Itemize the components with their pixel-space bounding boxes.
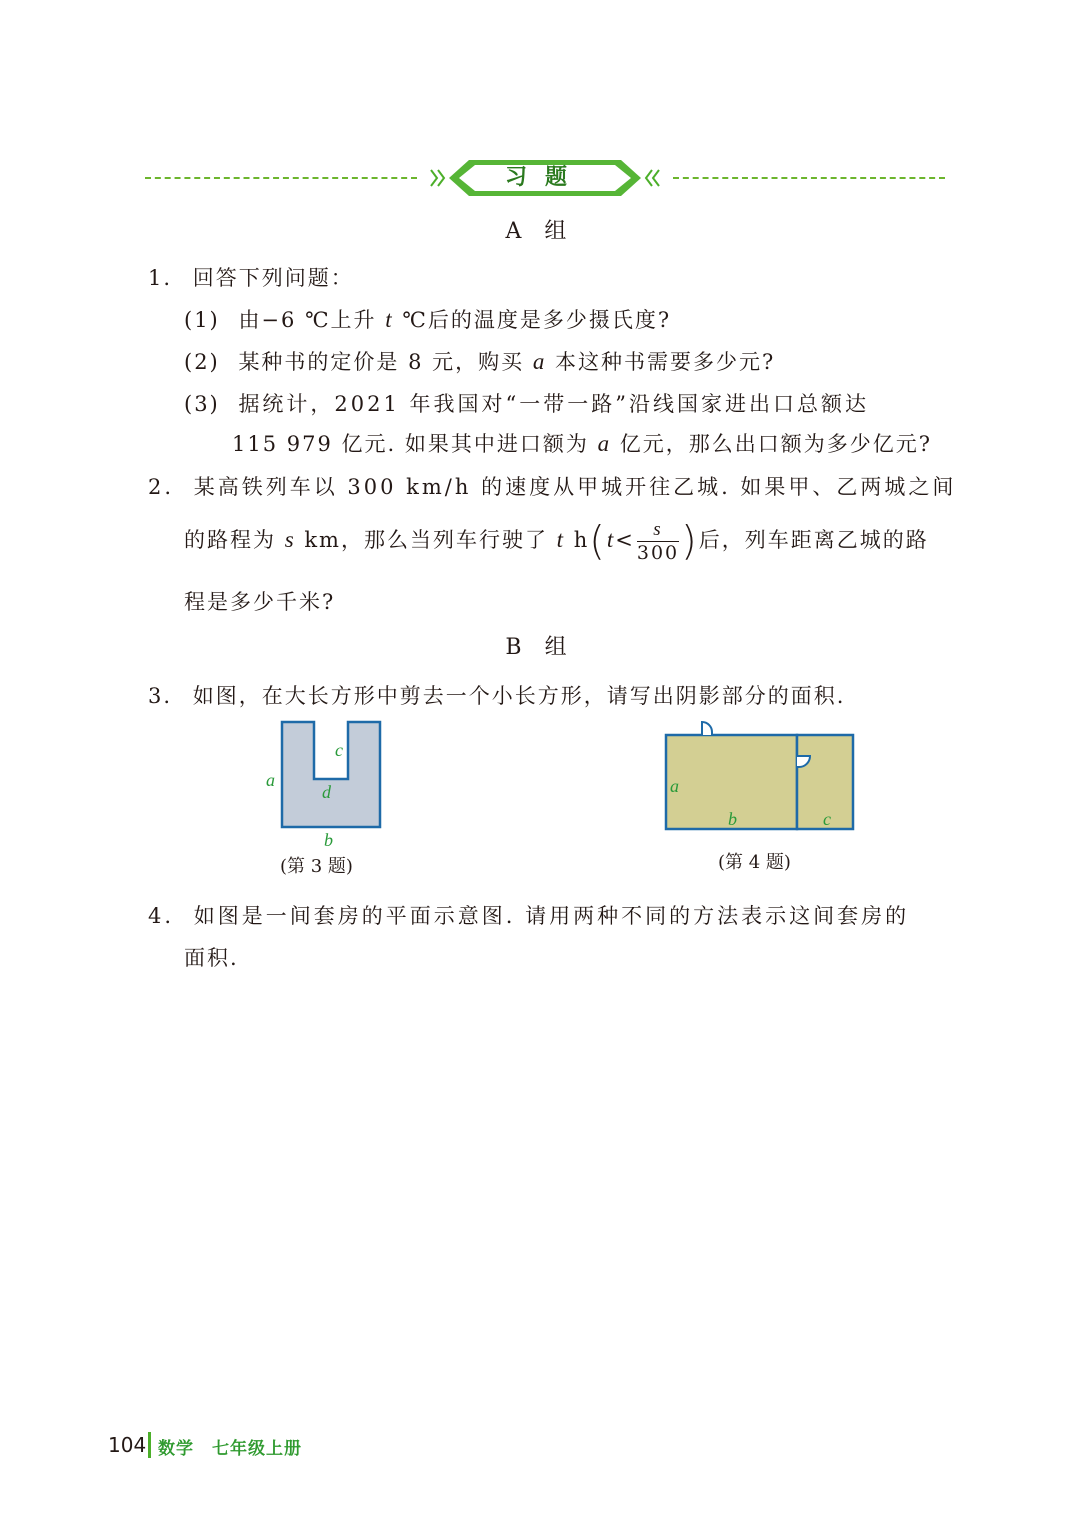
fraction-denominator: 300 (636, 542, 680, 564)
fraction (637, 519, 679, 564)
section-title: 习题 (504, 165, 585, 190)
less-than: < (615, 528, 635, 552)
variable: t (385, 307, 394, 332)
group-a-heading: A 组 (505, 219, 575, 244)
problem-text: 如图，在大长方形中剪去一个小长方形，请写出阴影部分的面积. (192, 684, 846, 708)
problem-text: 程是多少千米? (184, 590, 336, 614)
variable: a (532, 349, 547, 374)
left-paren: ( (589, 518, 607, 565)
problem-4-line-2 (184, 942, 239, 972)
figure-4-door-top-icon (702, 722, 712, 735)
footer-divider (148, 1432, 151, 1458)
figure-4-label-c: c (823, 809, 831, 829)
sub-text: 亿元，那么出口额为多少亿元? (619, 432, 933, 456)
figure-4-caption: (第 4 题) (718, 852, 791, 873)
sub-text: ℃后的温度是多少摄氏度? (402, 308, 672, 332)
problem-number: 4. (148, 904, 175, 928)
problem-text: 后，列车距离乙城的路 (698, 528, 929, 552)
sub-text: 据统计，2021 年我国对“一带一路”沿线国家进出口总额达 (238, 392, 870, 416)
variable: a (597, 431, 612, 456)
sub-text: 本这种书需要多少元? (555, 350, 776, 374)
problem-text: km，那么当列车行驶了 (304, 528, 548, 552)
page-number: 104 (108, 1433, 147, 1457)
figure-3-label-d: d (322, 782, 331, 802)
figure-3-label-a: a (266, 770, 275, 790)
sub-label: (1) (184, 308, 220, 332)
problem-1-sub-3-cont (232, 428, 932, 458)
sub-label: (2) (184, 350, 220, 374)
sub-text: 某种书的定价是 8 元，购买 (238, 350, 525, 374)
problem-text: 的路程为 (184, 528, 276, 552)
section-title-badge (427, 158, 663, 198)
figure-3 (262, 716, 392, 852)
header-dashed-line-left (145, 177, 417, 179)
problem-4 (148, 900, 909, 930)
figure-3-caption: (第 3 题) (280, 856, 353, 877)
unit-text: h (573, 528, 590, 552)
figure-4-label-a: a (670, 776, 679, 796)
problem-2 (148, 471, 956, 501)
variable: t (556, 527, 566, 552)
right-paren: ) (681, 518, 699, 565)
problem-2-line-2 (184, 514, 929, 566)
figure-3-label-b: b (324, 830, 333, 850)
problem-text: 回答下列问题： (192, 266, 354, 290)
header-dashed-line-right (673, 177, 945, 179)
figure-4 (656, 714, 862, 836)
problem-text: 某高铁列车以 300 km/h 的速度从甲城开往乙城. 如果甲、乙两城之间 (193, 475, 957, 499)
sub-text: 115 979 亿元. 如果其中进口额为 (232, 432, 589, 456)
problem-text: 面积. (184, 946, 239, 970)
sub-text: 由−6 ℃上升 (238, 308, 377, 332)
group-b-heading: B 组 (505, 635, 575, 660)
problem-3 (148, 680, 845, 710)
problem-text: 如图是一间套房的平面示意图. 请用两种不同的方法表示这间套房的 (193, 904, 910, 928)
problem-1-sub-1 (184, 304, 671, 334)
problem-number: 2. (148, 475, 175, 499)
section-header (145, 158, 945, 202)
book-title: 数学 七年级上册 (158, 1439, 302, 1459)
problem-number: 3. (148, 684, 173, 708)
problem-1-sub-2 (184, 346, 775, 376)
figure-3-label-c: c (335, 740, 343, 760)
problem-number: 1. (148, 266, 173, 290)
problem-1 (148, 262, 354, 292)
sub-label: (3) (184, 392, 220, 416)
problem-2-line-3 (184, 586, 335, 616)
figure-3-shaded-region (282, 722, 380, 827)
problem-1-sub-3 (184, 388, 869, 418)
fraction-numerator: s (637, 519, 679, 542)
variable: s (284, 527, 296, 552)
variable: t (606, 527, 616, 552)
figure-4-label-b: b (728, 809, 737, 829)
